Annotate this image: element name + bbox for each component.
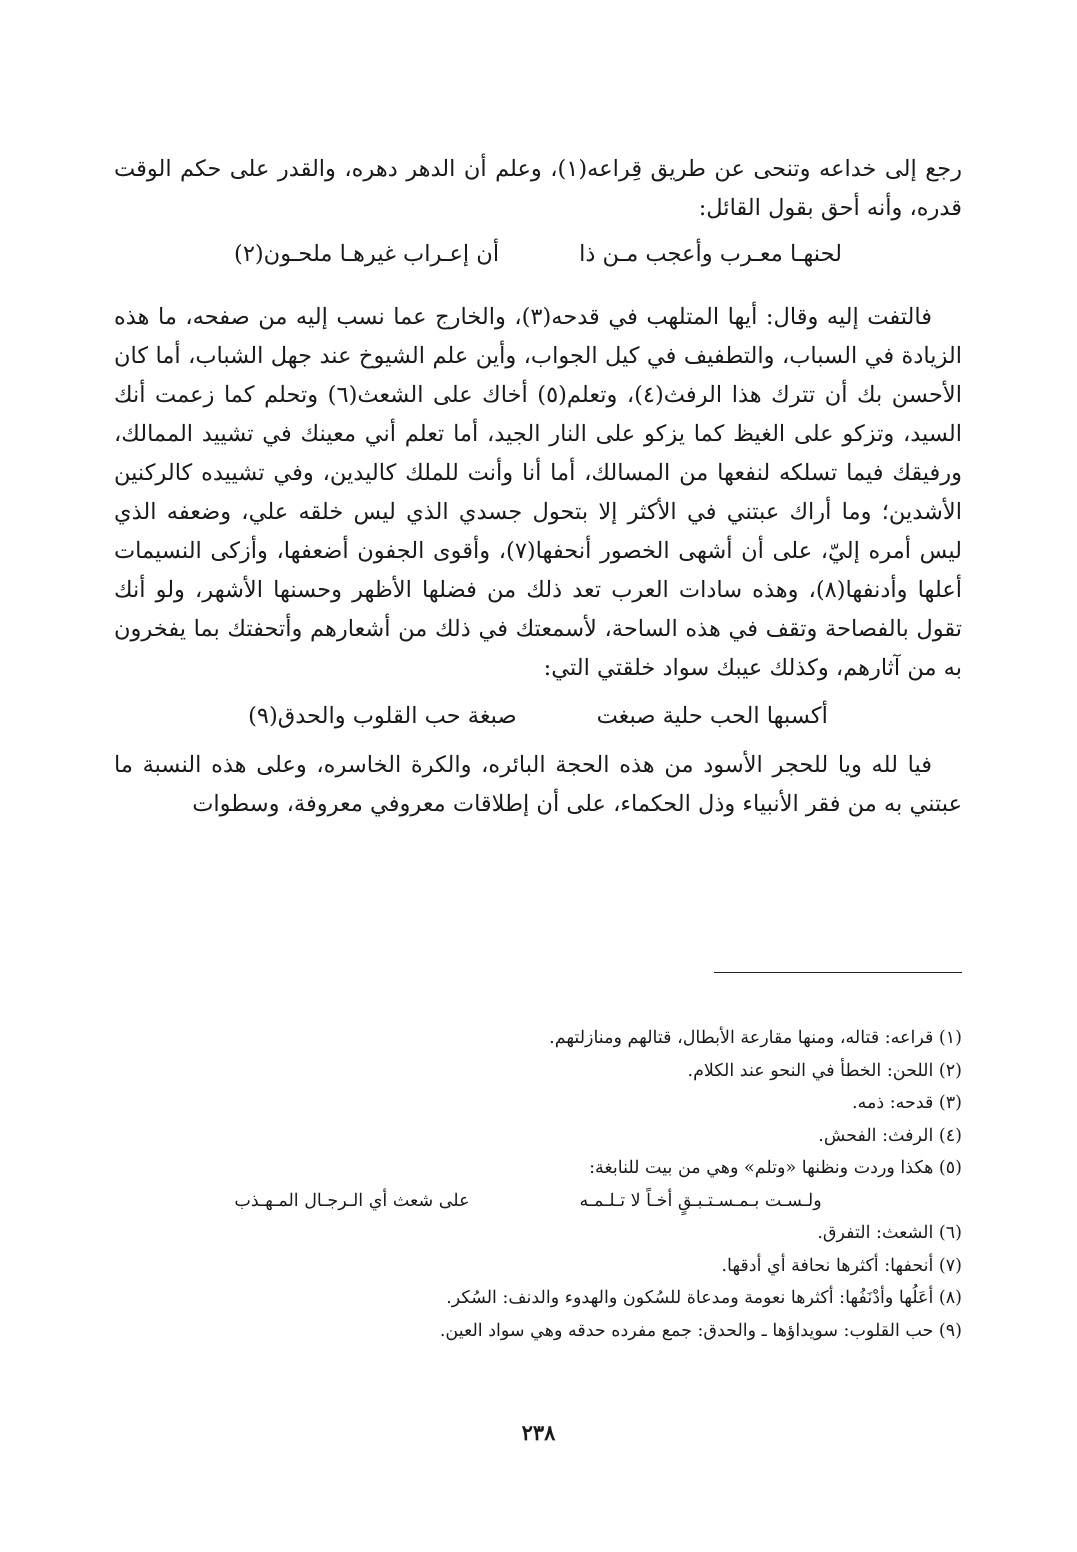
footnote-7: (٧) أنحفها: أكثرها نحافة أي أدقها. <box>721 1255 962 1276</box>
verse-2 <box>114 696 962 736</box>
footnote-verse-first-hemistich: ولـسـت بـمـسـتـبـقٍ أخـاً لا تـلـمـه <box>579 1190 822 1211</box>
footnote-6: (٦) الشعث: التفرق. <box>817 1223 962 1243</box>
paragraph-3: فيا لله ويا للحجر الأسود من هذه الحجة البائره، والكرة الخاسره، وعلى هذه النسبة ما عبتني به من فقر الأنبياء وذل الحكماء، على أن إطلاقات معروفي معروفة، وسطوات <box>114 752 962 817</box>
footnote-5: (٥) هكذا وردت ونظنها «وتلم» وهي من بيت للنابغة: <box>589 1158 962 1178</box>
verse-1-first-hemistich: لحنهـا معـرب وأعجب مـن ذا <box>579 241 842 267</box>
footnote-4: (٤) الرفث: الفحش. <box>818 1125 962 1146</box>
verse-2-first-hemistich: أكسبها الحب حلية صبغت <box>596 703 828 729</box>
verse-1 <box>114 234 962 274</box>
paragraph-1: رجع إلى خداعه وتنحى عن طريق قِراعه(١)، وعلم أن الدهر دهره، والقدر على حكم الوقت قدره، وأنه أحق بقول القائل: <box>114 156 962 221</box>
footnote-divider <box>714 972 962 973</box>
footnote-5-verse <box>114 1185 962 1218</box>
footnote-8: (٨) أعَلُها وأدْنَفُها: أكثرها نعومة ومدعاة للسُكون والهدوء والدنف: السُكر. <box>446 1288 962 1308</box>
main-text <box>114 150 962 824</box>
footnote-1: (١) قراعه: قتاله، ومنها مقارعة الأبطال، قتالهم ومنازلتهم. <box>549 1028 962 1048</box>
footnote-2: (٢) اللحن: الخطأ في النحو عند الكلام. <box>687 1060 962 1081</box>
page-number: ٢٣٨ <box>521 1420 556 1445</box>
footnotes <box>114 1022 962 1347</box>
verse-2-second-hemistich: صبغة حب القلوب والحدق(٩) <box>248 703 517 729</box>
verse-1-second-hemistich: أن إعـراب غيرهـا ملحـون(٢) <box>234 241 500 267</box>
footnote-3: (٣) قدحه: ذمه. <box>852 1093 962 1113</box>
footnote-verse-second-hemistich: على شعث أي الـرجـال المـهـذب <box>234 1190 470 1211</box>
footnote-9: (٩) حب القلوب: سويداؤها ـ والحدق: جمع مفرده حدقه وهي سواد العين. <box>439 1320 962 1341</box>
paragraph-2: فالتفت إليه وقال: أيها المتلهب في قدحه(٣)، والخارج عما نسب إليه من صفحه، ما هذه الزيادة في السباب، والتطفيف في كيل الجواب، وأين علم الشيوخ عند جهل الشباب، أما كان الأحسن بك أن تترك هذا الرفث(٤)، وتعلم(٥) أخاك على الشعث(٦) وتحلم كما زعمت أنك السيد، وتزكو على الغيظ كما يزكو على النار الجيد، أما تعلم أني معينك في تشييد الممالك، ورفيقك فيما تسلكه لنفعها من المسالك، أما أنا وأنت للملك كاليدين، وفي تشييده كالركنين الأشدين؛ وما أراك عبتني في الأكثر إلا بتحول جسدي الذي ليس خلقه علي، وضعفه الذي ليس أمره إليّ، على أن أشهى الخصور أنحفها(٧)، وأقوى الجفون أضعفها، وأزكى النسيمات أعلها وأدنفها(٨)، وهذه سادات العرب تعد ذلك من فضلها الأظهر وحسنها الأشهر، ولو أنك تقول بالفصاحة وتقف في هذه الساحة، لأسمعتك في ذلك من أشعارهم وأتحفتك بما يفخرون به من آثارهم، وكذلك عيبك سواد خلقتي التي: <box>114 304 962 681</box>
